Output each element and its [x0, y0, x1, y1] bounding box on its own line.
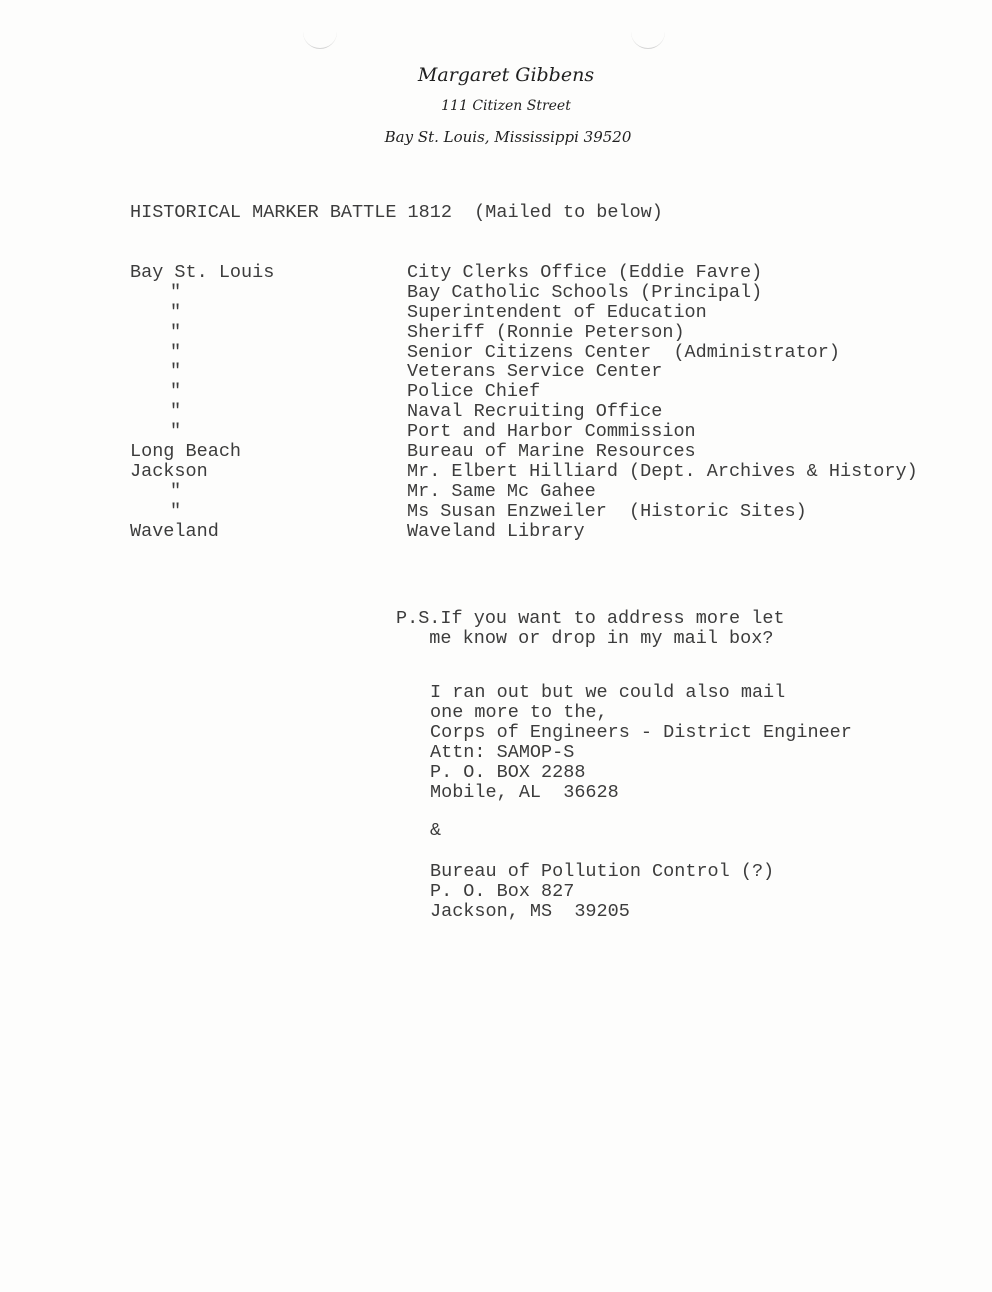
recipient-row — [130, 262, 970, 282]
recipient-name: Bureau of Marine Resources — [407, 441, 696, 463]
recipient-place: Waveland — [130, 520, 219, 542]
recipient-place: Long Beach — [130, 441, 242, 463]
recipient-name: Superintendent of Education — [407, 301, 707, 323]
letterhead-city: Bay St. Louis, Mississippi 39520 — [384, 128, 632, 146]
ditto-mark: " — [170, 321, 182, 343]
recipient-row — [130, 401, 970, 421]
recipient-row — [130, 282, 970, 302]
ditto-mark: " — [170, 281, 182, 303]
recipient-row — [130, 322, 970, 342]
ditto-mark: " — [170, 361, 182, 383]
recipient-name: Mr. Same Mc Gahee — [407, 480, 596, 502]
ditto-mark: " — [170, 381, 182, 403]
recipient-name: Waveland Library — [407, 520, 585, 542]
recipient-name: Ms Susan Enzweiler (Historic Sites) — [407, 500, 807, 522]
recipient-name: Police Chief — [407, 381, 541, 403]
recipient-row — [130, 381, 970, 401]
ditto-mark: " — [170, 301, 182, 323]
ditto-mark: " — [170, 401, 182, 423]
ditto-mark: " — [170, 480, 182, 502]
address-line: Mobile, AL 36628 — [430, 782, 619, 803]
recipient-row — [130, 302, 970, 322]
address-line: Bureau of Pollution Control (?) — [430, 861, 775, 882]
recipient-name: Naval Recruiting Office — [407, 401, 663, 423]
recipient-name: Veterans Service Center — [407, 361, 663, 383]
postscript-line: me know or drop in my mail box? — [396, 628, 774, 649]
recipient-name: Bay Catholic Schools (Principal) — [407, 281, 763, 303]
recipient-row — [130, 441, 970, 461]
punch-hole-mark-right — [631, 28, 665, 49]
recipient-place: Bay St. Louis — [130, 262, 275, 283]
recipient-row — [130, 342, 970, 362]
recipient-name: City Clerks Office (Eddie Favre) — [407, 262, 763, 283]
recipient-name: Mr. Elbert Hilliard (Dept. Archives & History) — [407, 460, 918, 482]
ditto-mark: " — [170, 341, 182, 363]
letterhead-street: 111 Citizen Street — [441, 98, 571, 114]
recipient-row — [130, 461, 970, 481]
ditto-mark: " — [170, 421, 182, 443]
address-line: P. O. Box 827 — [430, 881, 575, 902]
recipient-list — [130, 262, 970, 540]
ampersand: & — [430, 820, 442, 841]
recipient-row — [130, 421, 970, 441]
recipient-row — [130, 501, 970, 521]
recipient-row — [130, 521, 970, 541]
pollution-control-address — [430, 862, 774, 922]
postscript — [396, 609, 785, 649]
document-heading: HISTORICAL MARKER BATTLE 1812 (Mailed to below) — [130, 202, 663, 223]
corps-of-engineers-address — [430, 683, 852, 803]
ditto-mark: " — [170, 500, 182, 522]
recipient-name: Sheriff (Ronnie Peterson) — [407, 321, 685, 343]
address-line: P. O. BOX 2288 — [430, 762, 586, 783]
letterhead-name: Margaret Gibbens — [417, 64, 595, 86]
address-line: Jackson, MS 39205 — [430, 901, 630, 922]
recipient-name: Port and Harbor Commission — [407, 421, 696, 443]
postscript-line: P.S.If you want to address more let — [396, 608, 785, 629]
recipient-place: Jackson — [130, 460, 208, 482]
address-line: Corps of Engineers - District Engineer — [430, 722, 852, 743]
address-line: Attn: SAMOP-S — [430, 742, 575, 763]
recipient-row — [130, 361, 970, 381]
address-line: one more to the, — [430, 702, 608, 723]
address-line: I ran out but we could also mail — [430, 682, 786, 703]
recipient-name: Senior Citizens Center (Administrator) — [407, 341, 840, 363]
punch-hole-mark-left — [303, 28, 337, 49]
recipient-row — [130, 481, 970, 501]
